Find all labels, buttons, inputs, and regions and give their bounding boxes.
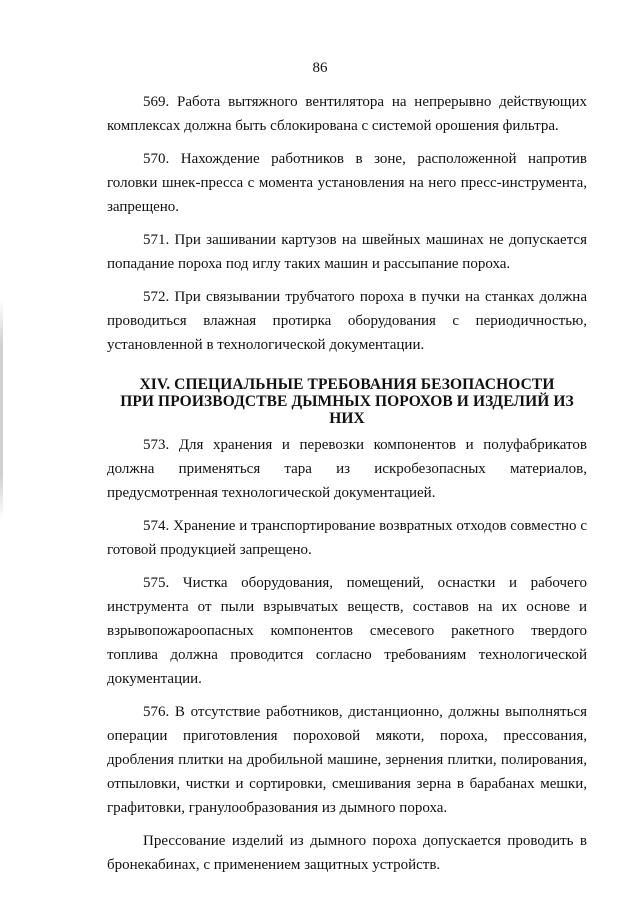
paragraph-576-continuation: Прессование изделий из дымного пороха допускается проводить в бронекабинах, с применением защитных устройств. [107,833,587,873]
paragraph-575: 575. Чистка оборудования, помещений, оснастки и рабочего инструмента от пыли взрывчатых веществ, составов на их основе и взрывопожароопасных компонентов смесевого ракетного твердого топлива должна проводится согласно требованиям технологической документации. [107,575,587,687]
paragraph-571: 571. При зашивании картузов на швейных машинах не допускается попадание пороха под иглу таких машин и рассыпание пороха. [107,232,587,272]
paragraph-573: 573. Для хранения и перевозки компонентов и полуфабрикатов должна применяться тара из искробезопасных материалов, предусмотренная технологической документацией. [107,437,587,501]
paragraph-569: 569. Работа вытяжного вентилятора на непрерывно действующих комплексах должна быть сблокирована с системой орошения фильтра. [107,94,587,134]
page-number: 86 [312,60,328,76]
section-heading-line-2: ПРИ ПРОИЗВОДСТВЕ ДЫМНЫХ ПОРОХОВ И ИЗДЕЛИЙ ИЗ НИХ [120,393,574,427]
section-heading [107,376,587,427]
paragraph-574: 574. Хранение и транспортирование возвратных отходов совместно с готовой продукцией запрещено. [107,518,587,558]
paragraph-572: 572. При связывании трубчатого пороха в пучки на станках должна проводиться влажная протирка оборудования с периодичностью, установленной в технологической документации. [107,289,587,353]
scan-edge-shadow [0,300,3,520]
paragraph-576: 576. В отсутствие работников, дистанционно, должны выполняться операции приготовления пороховой мякоти, пороха, прессования, дробления плитки на дробильной машине, зернения плитки, полирования, отпыловки, чистки и сортировки, смешивания зерна в барабанах мешки, графитовки, гранулообразования из дымного пороха. [107,704,587,816]
section-heading-line-1: XIV. СПЕЦИАЛЬНЫЕ ТРЕБОВАНИЯ БЕЗОПАСНОСТИ [139,376,555,393]
document-body [107,90,587,877]
paragraph-570: 570. Нахождение работников в зоне, расположенной напротив головки шнек-пресса с момента установления на него пресс-инструмента, запрещено. [107,151,587,215]
